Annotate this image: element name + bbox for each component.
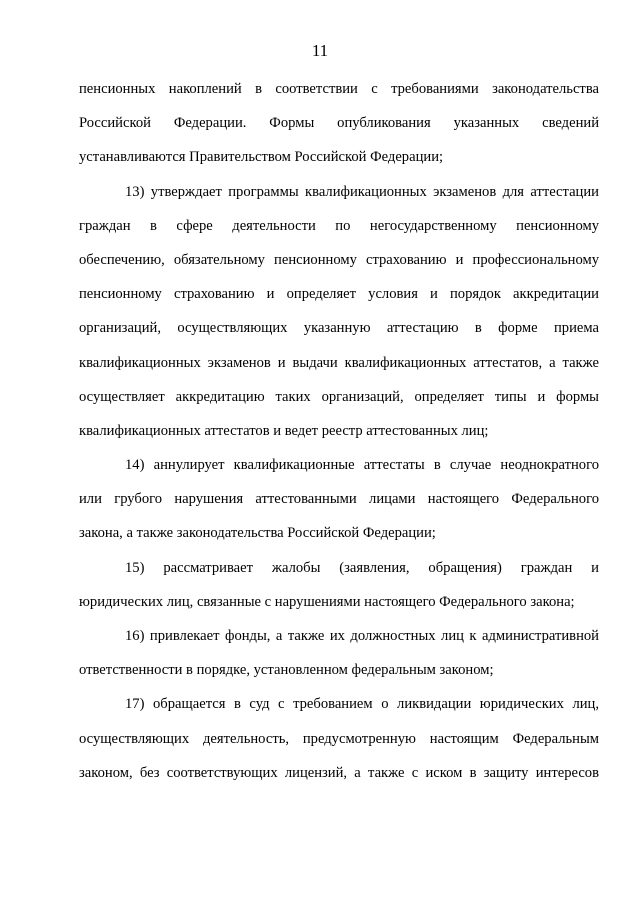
text-line: Российской Федерации. Формы опубликования указанных сведений — [79, 115, 599, 132]
text-line: или грубого нарушения аттестованными лицами настоящего Федерального — [79, 491, 599, 508]
text-line: квалификационных экзаменов и выдачи квалификационных аттестатов, а также — [79, 354, 599, 371]
text-line: пенсионному страхованию и определяет условия и порядок аккредитации — [79, 286, 599, 303]
text-line: осуществляет аккредитацию таких организаций, определяет типы и формы — [79, 388, 599, 405]
text-line: законом, без соответствующих лицензий, а также с иском в защиту интересов — [79, 764, 599, 781]
item-13-first-line: 13) утверждает программы квалификационных экзаменов для аттестации — [125, 183, 599, 200]
text-line: организаций, осуществляющих указанную аттестацию в форме приема — [79, 320, 599, 337]
text-line: пенсионных накоплений в соответствии с требованиями законодательства — [79, 81, 599, 97]
page-number: 11 — [311, 41, 329, 60]
item-17-first-line: 17) обращается в суд с требованием о ликвидации юридических лиц, — [125, 696, 599, 713]
text-line: устанавливаются Правительством Российской Федерации; — [79, 149, 444, 166]
item-14-first-line: 14) аннулирует квалификационные аттестаты в случае неоднократного — [125, 457, 599, 474]
text-line: ответственности в порядке, установленном федеральным законом; — [79, 662, 494, 679]
text-line: граждан в сфере деятельности по негосударственному пенсионному — [79, 217, 599, 234]
text-line: юридических лиц, связанные с нарушениями настоящего Федерального закона; — [79, 593, 575, 610]
text-line: закона, а также законодательства Российской Федерации; — [79, 525, 436, 542]
text-line: осуществляющих деятельность, предусмотренную настоящим Федеральным — [79, 730, 599, 747]
text-line: обеспечению, обязательному пенсионному страхованию и профессиональному — [79, 251, 599, 268]
item-16-first-line: 16) привлекает фонды, а также их должностных лиц к административной — [125, 628, 599, 644]
text-line: квалификационных аттестатов и ведет реестр аттестованных лиц; — [79, 422, 489, 439]
item-15-first-line: 15) рассматривает жалобы (заявления, обращения) граждан и — [125, 559, 599, 576]
document-body — [79, 72, 599, 790]
